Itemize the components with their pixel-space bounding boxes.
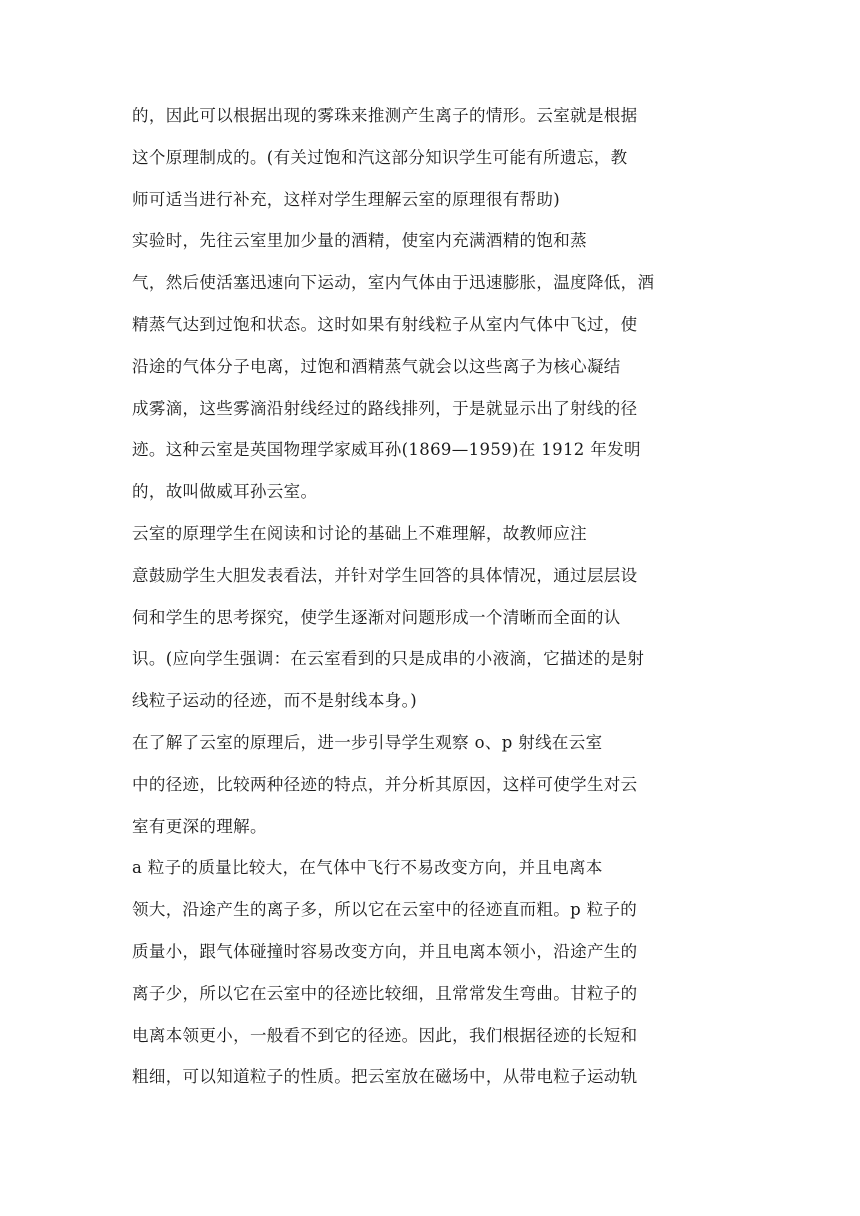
text-line: 粗细，可以知道粒子的性质。把云室放在磁场中，从带电粒子运动轨 [132,1067,638,1087]
text-line: 电离本领更小，一般看不到它的径迹。因此，我们根据径迹的长短和 [132,1025,638,1045]
text-line: 室有更深的理解。 [132,816,267,836]
text-line: 在了解了云室的原理后，进一步引导学生观察 o、p 射线在云室 [132,732,603,752]
text-line: 云室的原理学生在阅读和讨论的基础上不难理解，故教师应注 [132,523,587,543]
text-line: 迹。这种云室是英国物理学家威耳孙(1869—1959)在 1912 年发明 [132,440,641,460]
text-line: 的，故叫做威耳孙云室。 [132,482,318,502]
text-line: 线粒子运动的径迹，而不是射线本身。) [132,691,417,711]
text-line: 离子少，所以它在云室中的径迹比较细，且常常发生弯曲。甘粒子的 [132,983,638,1003]
text-line: 沿途的气体分子电离，过饱和酒精蒸气就会以这些离子为核心凝结 [132,356,621,376]
text-line: 领大，沿途产生的离子多，所以它在云室中的径迹直而粗。p 粒子的 [132,900,638,920]
text-line: 意鼓励学生大胆发表看法，并针对学生回答的具体情况，通过层层设 [132,565,638,585]
text-line: 识。(应向学生强调：在云室看到的只是成串的小液滴，它描述的是射 [132,649,645,669]
text-line: 这个原理制成的。(有关过饱和汽这部分知识学生可能有所遗忘，教 [132,147,628,167]
text-line: 师可适当进行补充，这样对学生理解云室的原理很有帮助) [132,189,561,209]
text-line: a 粒子的质量比较大，在气体中飞行不易改变方向，并且电离本 [132,858,603,878]
text-line: 成雾滴，这些雾滴沿射线经过的路线排列，于是就显示出了射线的径 [132,398,638,418]
text-line: 精蒸气达到过饱和状态。这时如果有射线粒子从室内气体中飞过，使 [132,314,638,334]
text-line: 中的径迹，比较两种径迹的特点，并分析其原因，这样可使学生对云 [132,774,638,794]
text-line: 的，因此可以根据出现的雾珠来推测产生离子的情形。云室就是根据 [132,106,638,125]
text-line: 质量小，跟气体碰撞时容易改变方向，并且电离本领小，沿途产生的 [132,941,638,961]
text-line: 伺和学生的思考探究，使学生逐渐对问题形成一个清晰而全面的认 [132,607,621,627]
text-line: 气，然后使活塞迅速向下运动，室内气体由于迅速膨胀，温度降低，酒 [132,273,655,293]
text-line: 实验时，先往云室里加少量的酒精，使室内充满酒精的饱和蒸 [132,231,587,251]
document-body [132,100,692,1103]
